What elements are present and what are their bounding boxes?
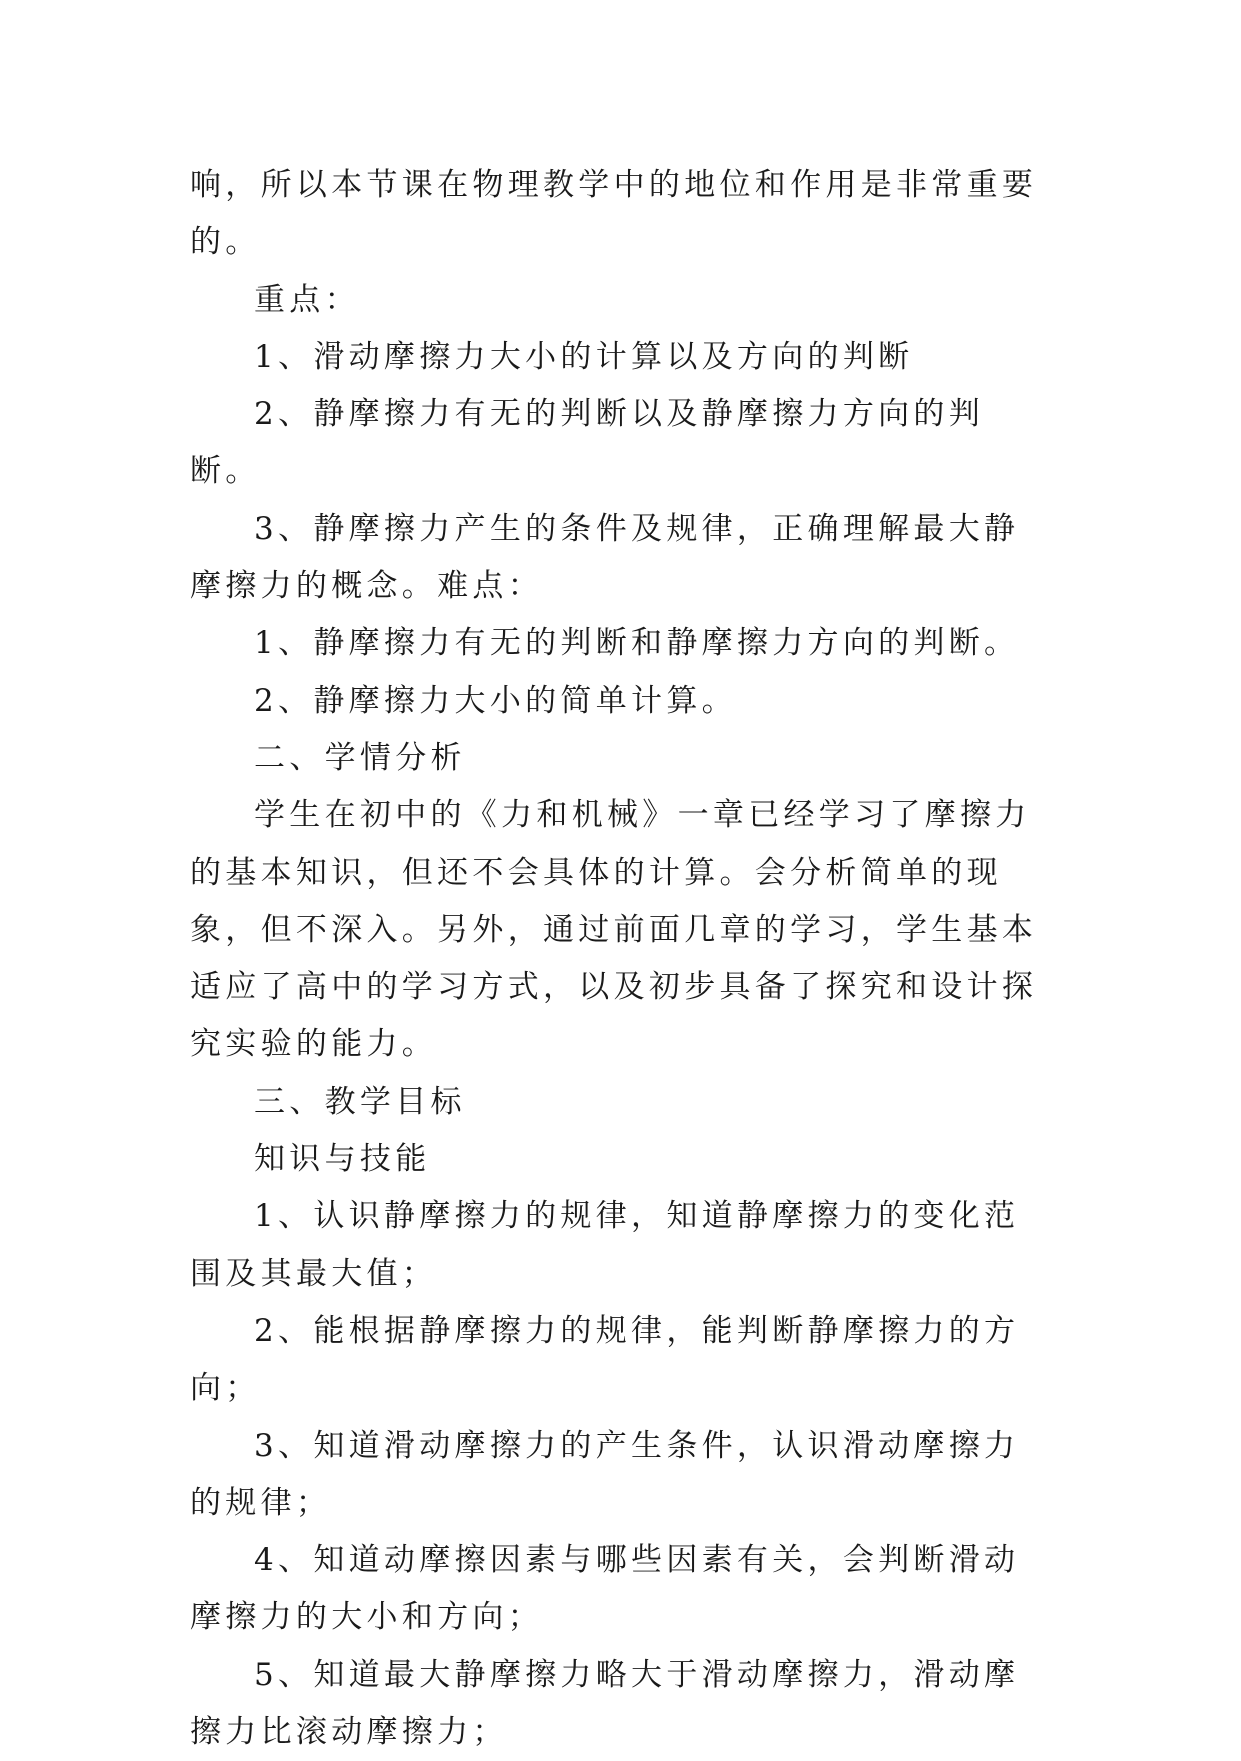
list-item: 2、静摩擦力大小的简单计算。 — [254, 682, 737, 719]
paragraph: 学生在初中的《力和机械》一章已经学习了摩擦力的基本知识，但还不会具体的计算。会分析简单的现象，但不深入。另外，通过前面几章的学习，学生基本适应了高中的学习方式，以及初步具备了探究和设计探究实验的能力。 — [190, 797, 1038, 1063]
section-heading: 三、教学目标 — [254, 1083, 466, 1120]
list-item: 3、静摩擦力产生的条件及规律，正确理解最大静摩擦力的概念。难点： — [190, 510, 1020, 605]
paragraph: 响，所以本节课在物理教学中的地位和作用是非常重要的。 — [190, 167, 1038, 261]
list-item: 4、知道动摩擦因素与哪些因素有关，会判断滑动摩擦力的大小和方向； — [190, 1542, 1020, 1636]
list-item: 1、认识静摩擦力的规律，知道静摩擦力的变化范围及其最大值； — [190, 1198, 1020, 1292]
list-item: 2、能根据静摩擦力的规律，能判断静摩擦力的方向； — [190, 1312, 1020, 1407]
heading-key-points: 重点： — [254, 281, 360, 318]
document-body — [190, 157, 1050, 1761]
list-item: 5、知道最大静摩擦力略大于滑动摩擦力，滑动摩擦力比滚动摩擦力； — [190, 1656, 1020, 1751]
list-item: 2、静摩擦力有无的判断以及静摩擦力方向的判断。 — [190, 396, 985, 490]
list-item: 3、知道滑动摩擦力的产生条件，认识滑动摩擦力的规律； — [190, 1427, 1020, 1521]
list-item: 1、滑动摩擦力大小的计算以及方向的判断 — [254, 338, 914, 375]
subsection-heading: 知识与技能 — [254, 1141, 431, 1178]
list-item: 1、静摩擦力有无的判断和静摩擦力方向的判断。 — [254, 625, 1020, 662]
section-heading: 二、学情分析 — [254, 739, 466, 776]
